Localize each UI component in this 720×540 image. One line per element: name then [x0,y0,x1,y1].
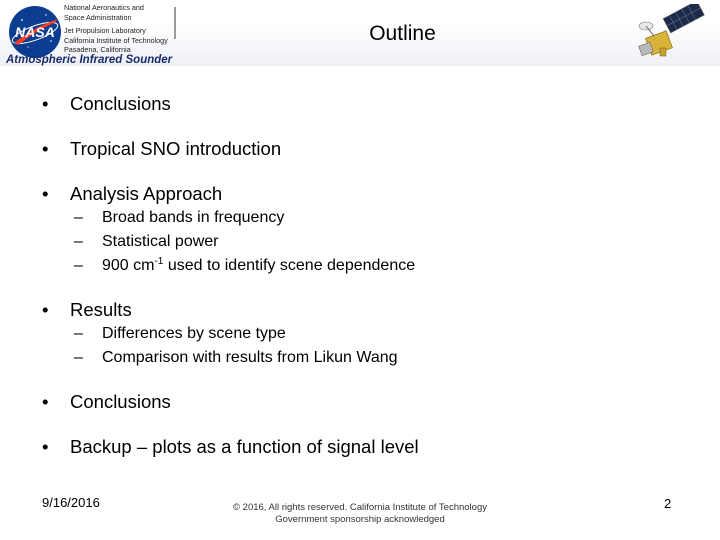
outline-subbullet: – Broad bands in frequency [74,209,285,226]
nasa-logo-icon [8,5,62,59]
bullet-text: Conclusions [70,391,171,412]
subbullet-text: Differences by scene type [102,325,286,342]
superscript: -1 [154,256,164,267]
subbullet-text: Statistical power [102,233,219,250]
subbullet-text: Broad bands in frequency [102,209,285,226]
outline-bullet: • Backup – plots as a function of signal level [42,436,419,457]
bullet-text: Conclusions [70,93,171,114]
outline-bullet: • Conclusions [42,391,171,412]
bullet-text: Tropical SNO introduction [70,138,282,159]
agency-line: Pasadena, California [64,45,131,55]
instrument-name: Atmospheric Infrared Sounder [6,54,173,66]
copyright-line: © 2016, All rights reserved. California Institute of Technology [233,502,487,513]
bullet-text: Backup – plots as a function of signal level [70,436,419,457]
agency-text [64,3,184,55]
agency-line: Space Administration [64,12,132,22]
nasa-logo-text: NASA [15,24,55,40]
header-divider [174,7,176,39]
subbullet-text-post: used to identify scene dependence [163,257,416,274]
outline-subbullet: – Comparison with results from Likun Wang [74,349,398,366]
outline-bullet: • Results [42,299,132,320]
bullet-text: Analysis Approach [70,183,223,204]
agency-line: National Aeronautics and [64,3,144,12]
outline-subbullet: – Statistical power [74,233,219,250]
footer-copyright [205,502,515,526]
page-number: 2 [664,496,672,511]
subbullet-text-pre: 900 cm [102,257,155,274]
outline-subbullet: – Differences by scene type [74,325,286,342]
agency-line: Jet Propulsion Laboratory [64,26,146,36]
subbullet-text: Comparison with results from Likun Wang [102,349,398,366]
outline-bullet: • Conclusions [42,93,171,114]
satellite-icon [632,4,714,66]
footer-date: 9/16/2016 [42,495,100,510]
copyright-line: Government sponsorship acknowledged [275,514,445,525]
slide-title: Outline [369,22,436,45]
outline-bullet: • Tropical SNO introduction [42,138,282,159]
agency-line: California Institute of Technology [64,35,168,45]
outline-bullet: • Analysis Approach [42,183,223,204]
outline-subbullet: – 900 $cm^{-1}$ used to identify scene dependence [74,256,416,274]
bullet-text: Results [70,299,132,320]
